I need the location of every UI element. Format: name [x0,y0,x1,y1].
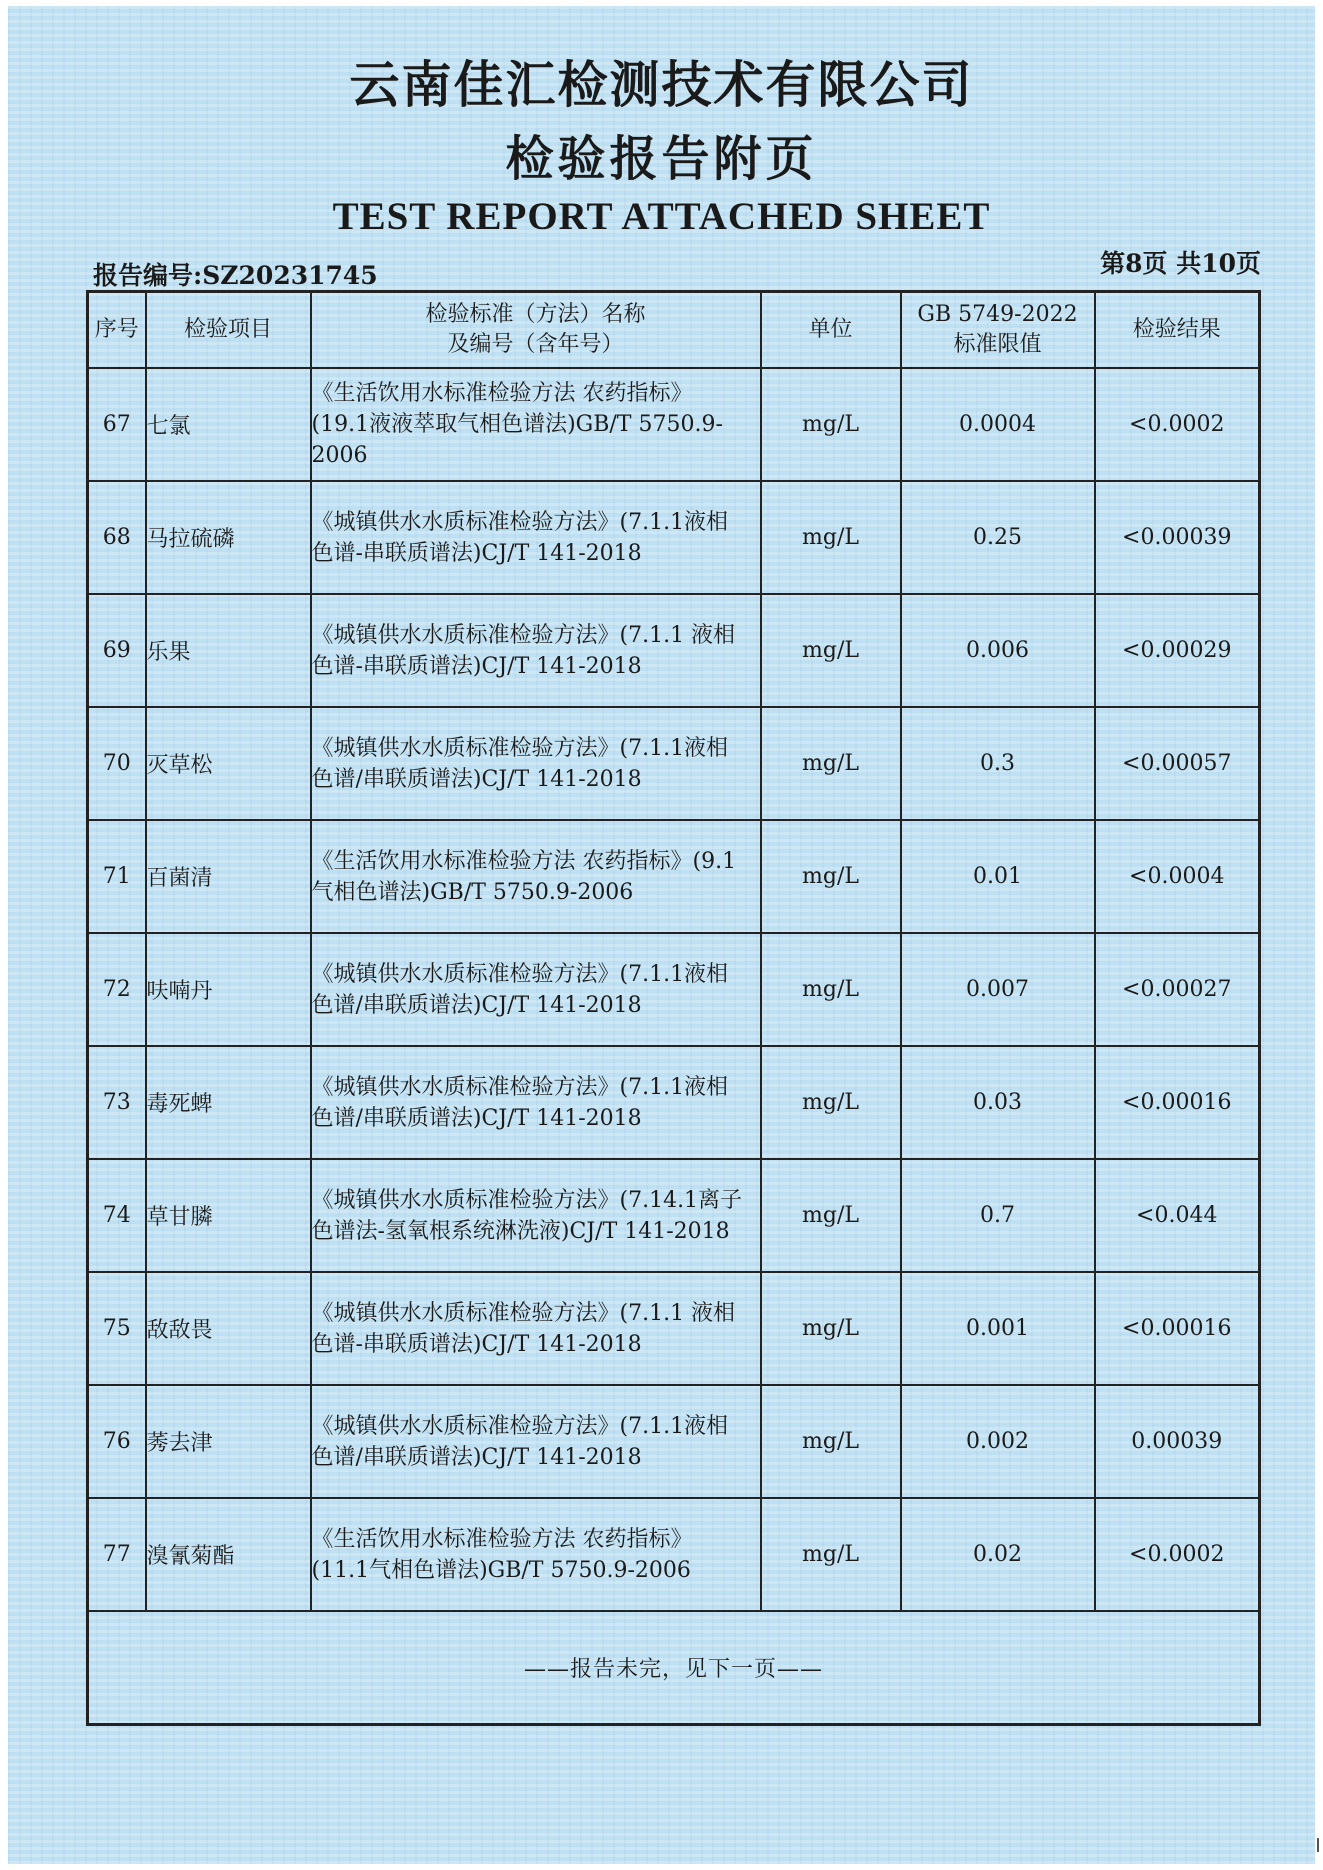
cell-method [311,820,761,933]
table-row [88,820,1260,933]
cell-no: 69 [88,594,146,707]
cell-result: <0.044 [1095,1159,1260,1272]
cell-method [311,594,761,707]
cell-item: 溴氰菊酯 [146,1498,311,1611]
table-row [88,1498,1260,1611]
col-header-unit: 单位 [761,292,901,369]
cell-item: 敌敌畏 [146,1272,311,1385]
cell-limit: 0.006 [901,594,1095,707]
col-header-method-line1: 检验标准（方法）名称 [425,302,646,327]
cell-unit: mg/L [761,820,901,933]
cell-result: <0.00039 [1095,481,1260,594]
table-footer-row [88,1611,1260,1725]
cell-item: 马拉硫磷 [146,481,311,594]
cell-method-line1: 《城镇供水水质标准检验方法》(7.1.1液相 [311,1413,729,1439]
cell-method-line1: 《城镇供水水质标准检验方法》(7.14.1离子 [311,1187,743,1213]
table-row [88,368,1260,481]
table-row [88,1385,1260,1498]
col-header-no: 序号 [88,292,146,369]
cell-unit: mg/L [761,368,901,481]
table-row [88,1272,1260,1385]
cell-method [311,481,761,594]
cell-item: 毒死蜱 [146,1046,311,1159]
cell-no: 74 [88,1159,146,1272]
col-header-method [311,292,761,369]
cell-item: 草甘膦 [146,1159,311,1272]
cell-method-line2: 色谱法-氢氧根系统淋洗液)CJ/T 141-2018 [311,1218,730,1244]
cell-method-line2: 色谱/串联质谱法)CJ/T 141-2018 [311,1105,642,1131]
cell-method [311,1046,761,1159]
cell-limit: 0.25 [901,481,1095,594]
cell-result: 0.00039 [1095,1385,1260,1498]
cell-method-line1: 《城镇供水水质标准检验方法》(7.1.1 液相 [311,622,736,648]
cell-limit: 0.01 [901,820,1095,933]
cell-no: 75 [88,1272,146,1385]
cell-item: 乐果 [146,594,311,707]
cell-result: <0.00027 [1095,933,1260,1046]
cell-unit: mg/L [761,933,901,1046]
cell-method [311,933,761,1046]
cell-unit: mg/L [761,707,901,820]
table-row [88,481,1260,594]
cell-item: 莠去津 [146,1385,311,1498]
cell-limit: 0.002 [901,1385,1095,1498]
cell-method-line2: 色谱-串联质谱法)CJ/T 141-2018 [311,1331,642,1357]
cell-no: 77 [88,1498,146,1611]
cell-item: 七氯 [146,368,311,481]
cell-result: <0.0004 [1095,820,1260,933]
cell-method-line2: 色谱-串联质谱法)CJ/T 141-2018 [311,540,642,566]
col-header-method-line2: 及编号（含年号） [447,332,624,357]
cell-unit: mg/L [761,1498,901,1611]
cell-method-line1: 《城镇供水水质标准检验方法》(7.1.1 液相 [311,1300,736,1326]
cell-method-line1: 《生活饮用水标准检验方法 农药指标》(9.1 [311,848,737,874]
cell-no: 70 [88,707,146,820]
cell-method-line2: 气相色谱法)GB/T 5750.9-2006 [311,879,634,905]
table-row [88,707,1260,820]
cell-result: <0.00057 [1095,707,1260,820]
cell-limit: 0.007 [901,933,1095,1046]
report-subtitle: 检验报告附页 [505,131,818,187]
cell-method-line2: 色谱-串联质谱法)CJ/T 141-2018 [311,653,642,679]
cell-no: 71 [88,820,146,933]
col-header-limit-line1: GB 5749-2022 [917,302,1078,327]
company-title: 云南佳汇检测技术有限公司 [349,55,974,114]
cell-method-line2: 色谱/串联质谱法)CJ/T 141-2018 [311,992,642,1018]
cell-no: 67 [88,368,146,481]
scan-edge-mark [1317,1838,1319,1852]
table-row [88,1046,1260,1159]
report-number: 报告编号:SZ20231745 [93,261,378,290]
cell-unit: mg/L [761,481,901,594]
cell-no: 76 [88,1385,146,1498]
cell-no: 68 [88,481,146,594]
cell-no: 72 [88,933,146,1046]
cell-method-line1: 《生活饮用水标准检验方法 农药指标》 [311,381,693,406]
col-header-limit [901,292,1095,369]
cell-unit: mg/L [761,1272,901,1385]
cell-method [311,1498,761,1611]
cell-method-line2: (19.1液液萃取气相色谱法)GB/T 5750.9-2006 [311,412,723,468]
table-header-row [88,292,1260,369]
cell-result: <0.00029 [1095,594,1260,707]
cell-method-line2: (11.1气相色谱法)GB/T 5750.9-2006 [311,1557,691,1583]
col-header-result: 检验结果 [1095,292,1260,369]
table-row [88,933,1260,1046]
cell-limit: 0.03 [901,1046,1095,1159]
report-title-english: TEST REPORT ATTACHED SHEET [332,195,991,238]
cell-method-line2: 色谱/串联质谱法)CJ/T 141-2018 [311,766,642,792]
cell-unit: mg/L [761,1385,901,1498]
cell-unit: mg/L [761,1046,901,1159]
cell-unit: mg/L [761,594,901,707]
cell-limit: 0.3 [901,707,1095,820]
cell-method-line1: 《生活饮用水标准检验方法 农药指标》 [311,1526,693,1552]
cell-limit: 0.02 [901,1498,1095,1611]
cell-item: 呋喃丹 [146,933,311,1046]
cell-item: 百菌清 [146,820,311,933]
cell-unit: mg/L [761,1159,901,1272]
cell-result: <0.00016 [1095,1272,1260,1385]
cell-result: <0.0002 [1095,368,1260,481]
cell-method-line1: 《城镇供水水质标准检验方法》(7.1.1液相 [311,961,729,987]
results-table [86,290,1261,1726]
cell-method [311,1272,761,1385]
cell-method [311,368,761,481]
cell-method [311,707,761,820]
cell-method-line2: 色谱/串联质谱法)CJ/T 141-2018 [311,1444,642,1470]
cell-limit: 0.0004 [901,368,1095,481]
cell-no: 73 [88,1046,146,1159]
table-row [88,1159,1260,1272]
cell-result: <0.00016 [1095,1046,1260,1159]
continuation-note: ——报告未完，见下一页—— [88,1611,1260,1725]
table-row [88,594,1260,707]
cell-item: 灭草松 [146,707,311,820]
cell-limit: 0.001 [901,1272,1095,1385]
cell-method [311,1159,761,1272]
cell-method-line1: 《城镇供水水质标准检验方法》(7.1.1液相 [311,1074,729,1100]
col-header-limit-line2: 标准限值 [953,332,1042,357]
cell-limit: 0.7 [901,1159,1095,1272]
cell-result: <0.0002 [1095,1498,1260,1611]
cell-method [311,1385,761,1498]
cell-method-line1: 《城镇供水水质标准检验方法》(7.1.1液相 [311,509,729,535]
col-header-item: 检验项目 [146,292,311,369]
cell-method-line1: 《城镇供水水质标准检验方法》(7.1.1液相 [311,735,729,761]
page-indicator: 第8页 共10页 [1100,249,1261,278]
